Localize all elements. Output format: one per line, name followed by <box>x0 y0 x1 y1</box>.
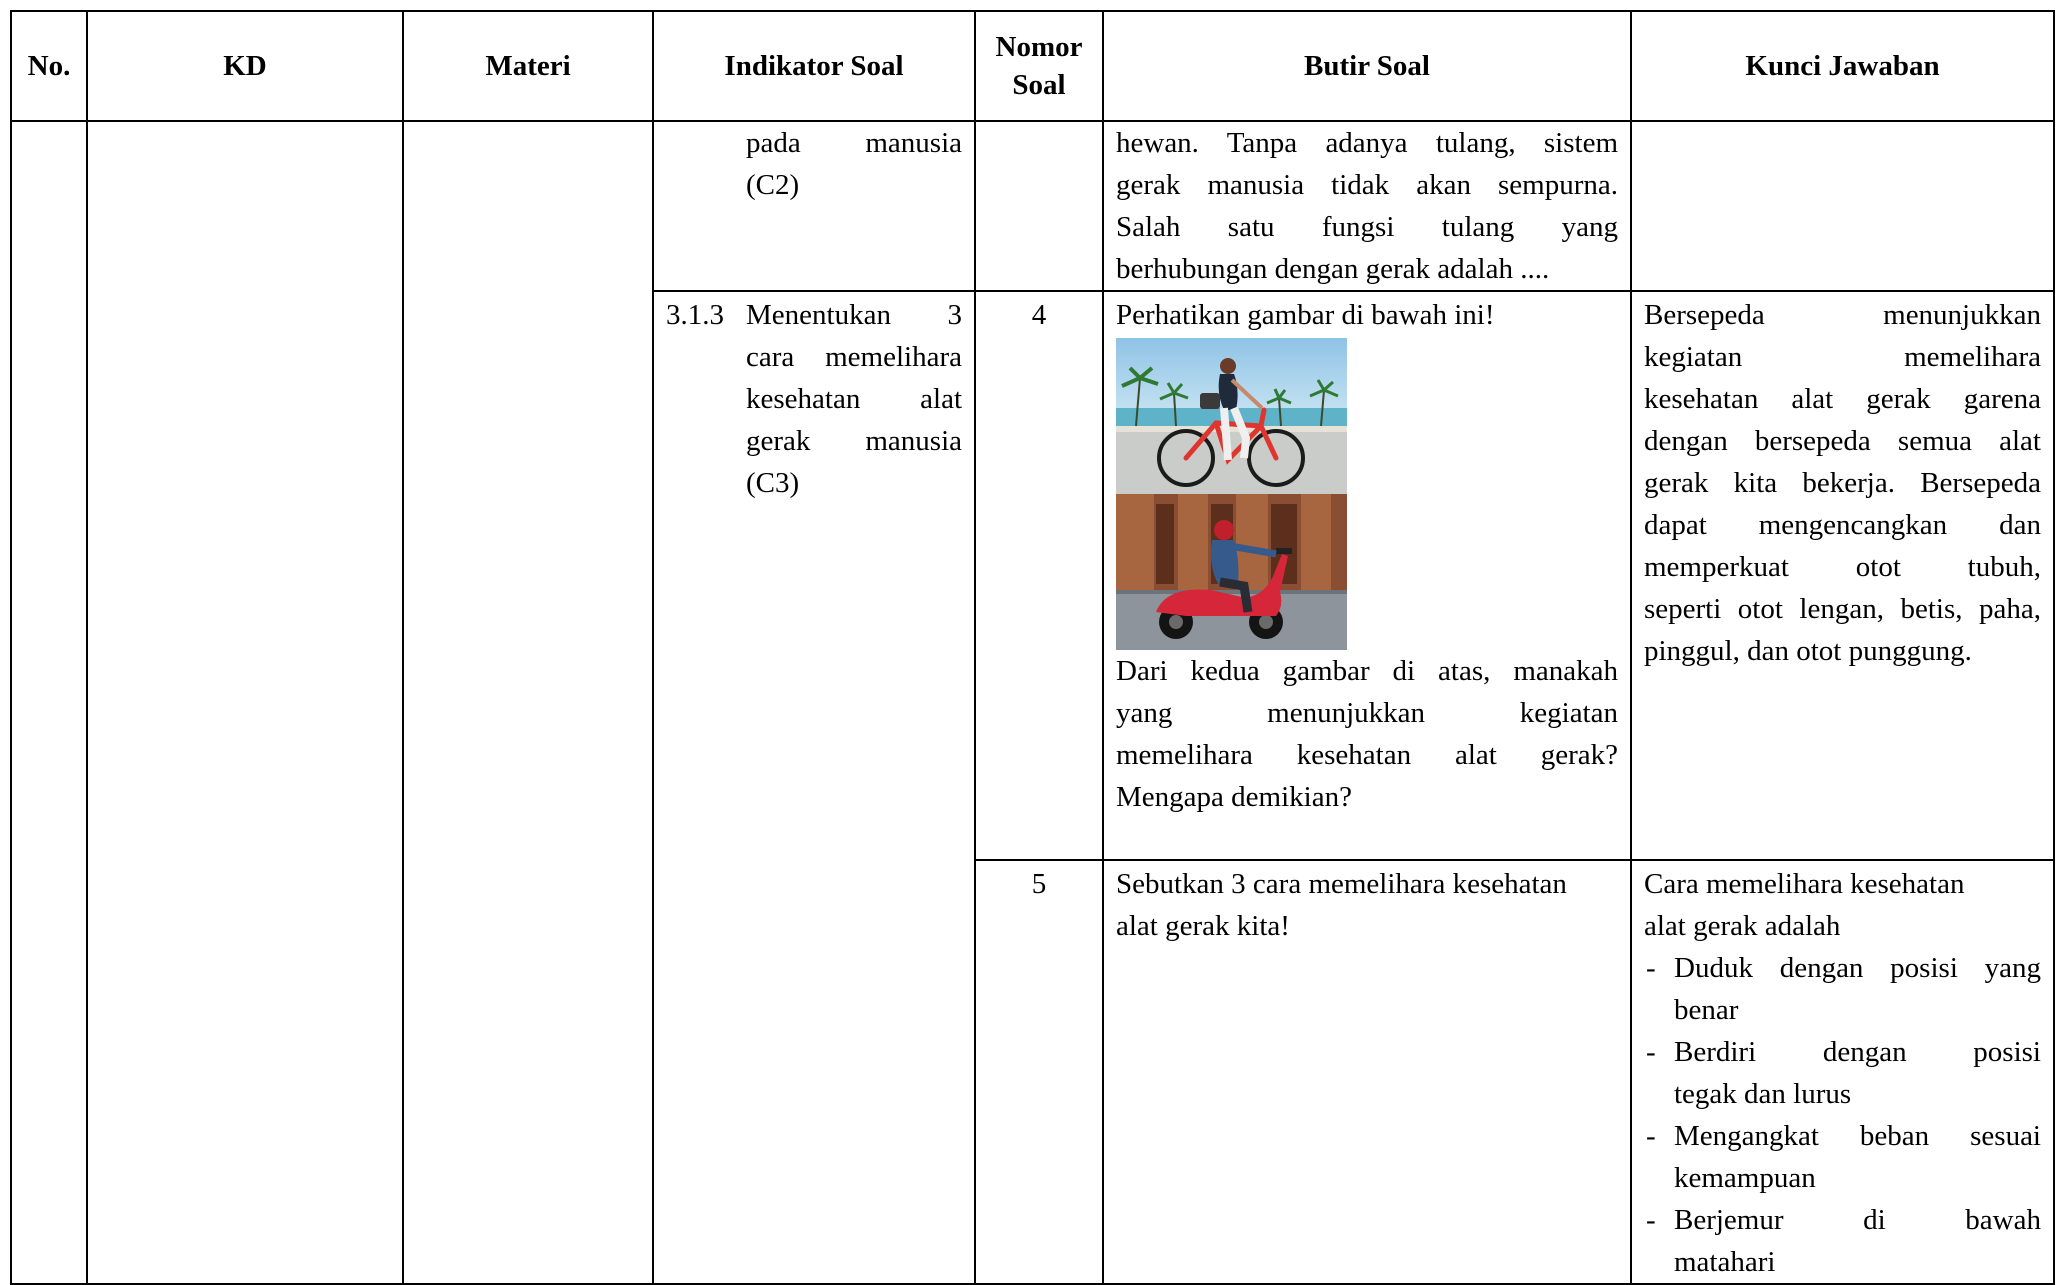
butir-question-line: Mengapa demikian? <box>1116 781 1352 813</box>
header-row <box>11 11 2054 121</box>
butir-line: hewan. Tanpa adanya tulang, sistem <box>1116 127 1618 159</box>
indikator-line: Menentukan 3 <box>746 299 962 331</box>
header-indikator-soal: Indikator Soal <box>653 11 975 121</box>
kunci-line: gerak kita bekerja. Bersepeda <box>1644 467 2041 499</box>
list-item-line: benar <box>1674 994 1739 1026</box>
kunci-intro-line: Cara memelihara kesehatan <box>1644 868 1965 900</box>
header-kd: KD <box>87 11 403 121</box>
kunci-line: kegiatan memelihara <box>1644 341 2041 373</box>
cell-butir-4 <box>1103 291 1631 860</box>
indikator-line: gerak manusia <box>746 425 962 457</box>
woman-riding-bicycle-photo <box>1116 338 1347 494</box>
butir-intro: Perhatikan gambar di bawah ini! <box>1116 299 1495 331</box>
list-item <box>1644 1115 2041 1199</box>
indikator-line: pada manusia <box>746 127 962 159</box>
table-row-continuation <box>11 121 2054 291</box>
kunci-line: memperkuat otot tubuh, <box>1644 551 2041 583</box>
cell-indikator-3-1-3 <box>653 291 975 1284</box>
cell-indikator-continuation <box>653 121 975 291</box>
cell-nomor-continuation <box>975 121 1103 291</box>
list-item-line: - Duduk dengan posisi yang <box>1674 952 2041 984</box>
indikator-code: 3.1.3 <box>666 299 724 331</box>
butir-line: berhubungan dengan gerak adalah .... <box>1116 253 1550 285</box>
butir-line: alat gerak kita! <box>1116 910 1290 942</box>
kunci-line: dengan bersepeda semua alat <box>1644 425 2041 457</box>
nomor-soal-value: 4 <box>1031 299 1047 331</box>
indikator-line: cara memelihara <box>746 341 962 373</box>
list-item-line: matahari <box>1674 1246 1776 1278</box>
nomor-soal-value: 5 <box>1031 868 1047 900</box>
indikator-line: (C2) <box>746 169 800 201</box>
question-grid-table <box>10 10 2055 1285</box>
list-item-line: kemampuan <box>1674 1162 1816 1194</box>
list-item <box>1644 1031 2041 1115</box>
man-riding-scooter-photo <box>1116 494 1347 650</box>
header-materi: Materi <box>403 11 653 121</box>
indikator-line: kesehatan alat <box>746 383 962 415</box>
bicycle-image <box>1116 338 1347 494</box>
cell-kd <box>87 121 403 1284</box>
list-item <box>1644 1199 2041 1283</box>
kunci-intro-line: alat gerak adalah <box>1644 910 1841 942</box>
kunci-line: Bersepeda menunjukkan <box>1644 299 2041 331</box>
header-nomor-soal <box>975 11 1103 121</box>
kunci-line: kesehatan alat gerak garena <box>1644 383 2041 415</box>
kunci-list <box>1644 947 2041 1283</box>
butir-line: Salah satu fungsi tulang yang <box>1116 211 1618 243</box>
list-item-line: - Mengangkat beban sesuai <box>1674 1120 2041 1152</box>
cell-materi <box>403 121 653 1284</box>
header-no: No. <box>11 11 87 121</box>
butir-question-line: Dari kedua gambar di atas, manakah <box>1116 655 1618 687</box>
cell-kunci-continuation <box>1631 121 2054 291</box>
kunci-line: seperti otot lengan, betis, paha, <box>1644 593 2041 625</box>
butir-line: gerak manusia tidak akan sempurna. <box>1116 169 1618 201</box>
cell-butir-5 <box>1103 860 1631 1284</box>
cell-nomor-5 <box>975 860 1103 1284</box>
butir-line: Sebutkan 3 cara memelihara kesehatan <box>1116 868 1567 900</box>
header-butir-soal: Butir Soal <box>1103 11 1631 121</box>
butir-question-line: memelihara kesehatan alat gerak? <box>1116 739 1618 771</box>
list-item-line: - Berjemur di bawah <box>1674 1204 2041 1236</box>
header-kunci-jawaban: Kunci Jawaban <box>1631 11 2054 121</box>
list-item <box>1644 947 2041 1031</box>
kunci-line: dapat mengencangkan dan <box>1644 509 2041 541</box>
list-item-line: - Berdiri dengan posisi <box>1674 1036 2041 1068</box>
indikator-line: (C3) <box>746 467 800 499</box>
cell-kunci-4 <box>1631 291 2054 860</box>
header-nomor-line2: Soal <box>1012 69 1066 101</box>
scooter-image <box>1116 494 1347 650</box>
cell-no <box>11 121 87 1284</box>
header-nomor-line1: Nomor <box>995 31 1083 63</box>
cell-nomor-4 <box>975 291 1103 860</box>
butir-question-line: yang menunjukkan kegiatan <box>1116 697 1618 729</box>
kunci-line: pinggul, dan otot punggung. <box>1644 635 1972 667</box>
cell-kunci-5 <box>1631 860 2054 1284</box>
list-item-line: tegak dan lurus <box>1674 1078 1852 1110</box>
cell-butir-continuation <box>1103 121 1631 291</box>
